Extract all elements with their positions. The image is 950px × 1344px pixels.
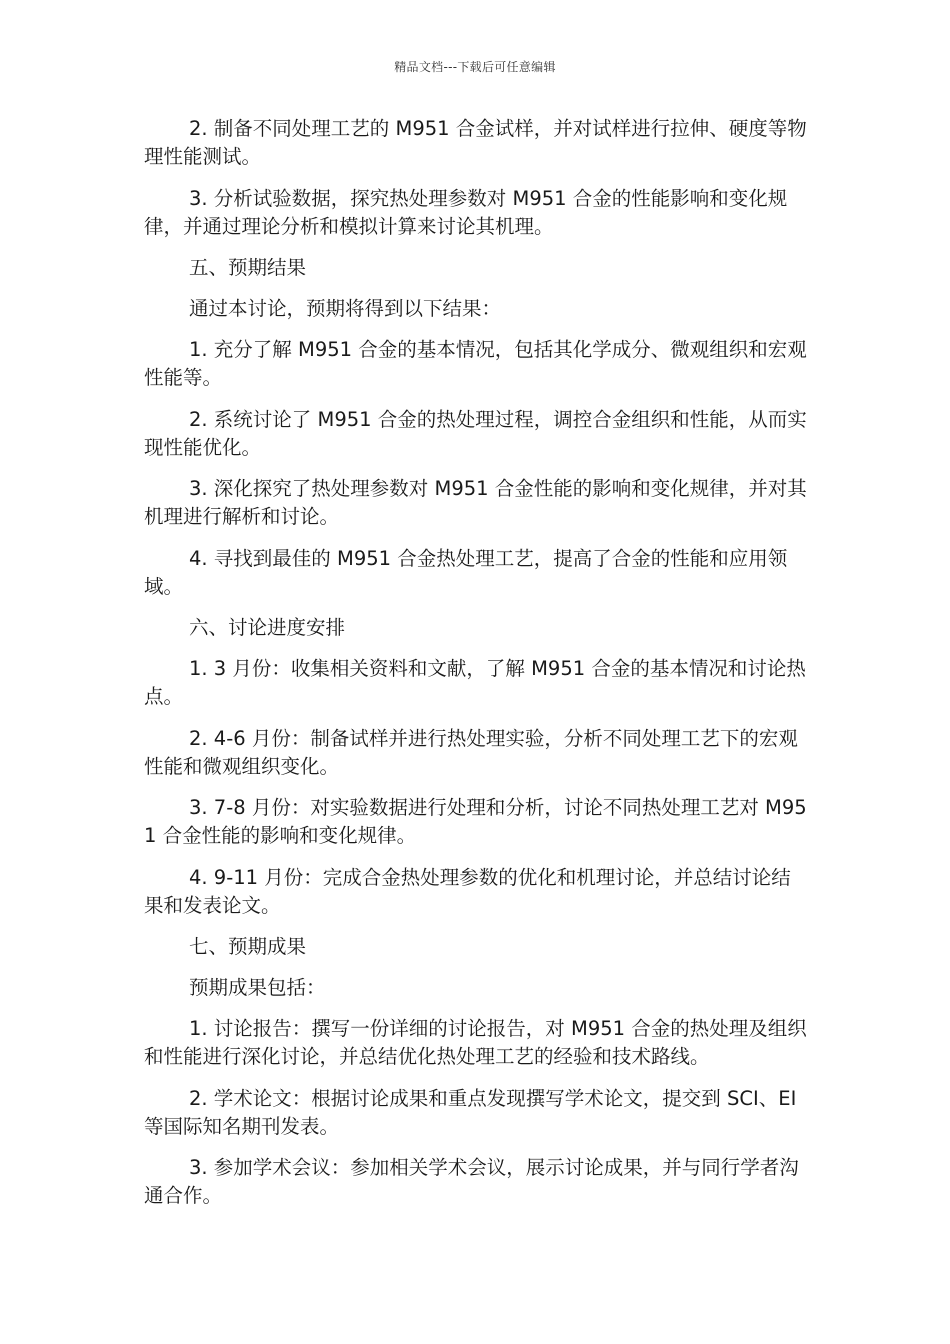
paragraph-schedule-2: 2. 4-6 月份：制备试样并进行热处理实验，分析不同处理工艺下的宏观性能和微观组织变化。 bbox=[144, 726, 798, 778]
paragraph-result-1: 1. 充分了解 M951 合金的基本情况，包括其化学成分、微观组织和宏观性能等。 bbox=[144, 338, 807, 389]
paragraph-outcome-1: 1. 讨论报告：撰写一份详细的讨论报告，对 M951 合金的热处理及组织和性能进行深化讨论，并总结优化热处理工艺的经验和技术路线。 bbox=[144, 1017, 807, 1068]
page-header: 精品文档---下载后可任意编辑 bbox=[394, 60, 556, 74]
section-heading-expected-outcomes: 七、预期成果 bbox=[189, 935, 307, 958]
paragraph-outcomes-intro: 预期成果包括： bbox=[189, 976, 326, 999]
paragraph-result-3: 3. 深化探究了热处理参数对 M951 合金性能的影响和变化规律，并对其机理进行解析和讨论。 bbox=[144, 477, 807, 528]
paragraph-schedule-1: 1. 3 月份：收集相关资料和文献，了解 M951 合金的基本情况和讨论热点。 bbox=[144, 657, 806, 708]
paragraph-outcome-3: 3. 参加学术会议：参加相关学术会议，展示讨论成果，并与同行学者沟通合作。 bbox=[144, 1156, 799, 1207]
paragraph-outcome-2: 2. 学术论文：根据讨论成果和重点发现撰写学术论文，提交到 SCI、EI 等国际知名期刊发表。 bbox=[144, 1086, 797, 1138]
document-body bbox=[144, 115, 809, 1224]
paragraph-result-2: 2. 系统讨论了 M951 合金的热处理过程，调控合金组织和性能，从而实现性能优化。 bbox=[144, 407, 807, 459]
paragraph-result-4: 4. 寻找到最佳的 M951 合金热处理工艺，提高了合金的性能和应用领域。 bbox=[144, 546, 788, 598]
paragraph-results-intro: 通过本讨论，预期将得到以下结果： bbox=[189, 297, 502, 320]
paragraph-method-2: 2. 制备不同处理工艺的 M951 合金试样，并对试样进行拉伸、硬度等物理性能测试。 bbox=[144, 117, 807, 168]
paragraph-schedule-4: 4. 9-11 月份：完成合金热处理参数的优化和机理讨论，并总结讨论结果和发表论文。 bbox=[144, 865, 791, 917]
paragraph-method-3: 3. 分析试验数据，探究热处理参数对 M951 合金的性能影响和变化规律，并通过理论分析和模拟计算来讨论其机理。 bbox=[144, 186, 788, 238]
paragraph-schedule-3: 3. 7-8 月份：对实验数据进行处理和分析，讨论不同热处理工艺对 M951 合金性能的影响和变化规律。 bbox=[144, 796, 807, 847]
section-heading-expected-results: 五、预期结果 bbox=[189, 256, 307, 279]
section-heading-schedule: 六、讨论进度安排 bbox=[189, 616, 346, 639]
